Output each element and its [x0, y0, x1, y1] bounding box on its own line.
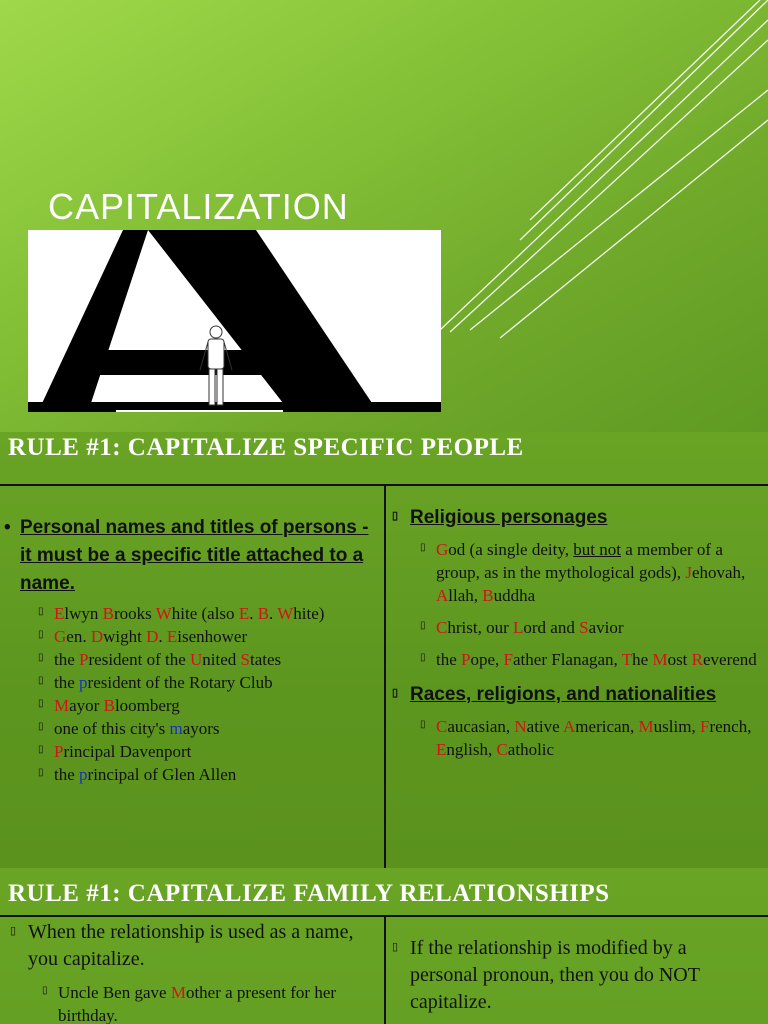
slide-heading: RULE #1: CAPITALIZE SPECIFIC PEOPLE — [8, 434, 524, 461]
list-item: ▯ Elwyn Brooks White (also E. B. White) — [54, 602, 378, 625]
rule-specific-people-slide — [0, 432, 768, 868]
list-item: ▯ the Pope, Father Flanagan, The Most Reverend — [436, 648, 764, 671]
list-item: ▯ the principal of Glen Allen — [54, 763, 378, 786]
rule-family-relationships-slide — [0, 868, 768, 1024]
list-item: ▯ Christ, our Lord and Savior — [436, 616, 764, 639]
list-item: ▯ Gen. Dwight D. Eisenhower — [54, 625, 378, 648]
example-list — [14, 981, 374, 1024]
list-item: ▯ God (a single deity, but not a member of a group, as in the mythological gods), Jehovah, Allah, Buddha — [436, 538, 764, 607]
column-divider — [384, 917, 386, 1024]
title-slide — [0, 0, 768, 432]
right-column — [396, 935, 756, 1016]
right-column — [394, 504, 764, 761]
list-item: ▯ Principal Davenport — [54, 740, 378, 763]
list-item: ▯ the President of the United States — [54, 648, 378, 671]
personal-names-heading: • Personal names and titles of persons - it must be a specific title attached to a name. — [4, 514, 378, 598]
personal-names-list — [8, 602, 378, 786]
left-column — [14, 919, 374, 1024]
list-item: ▯ the president of the Rotary Club — [54, 671, 378, 694]
religious-personages-list — [394, 538, 764, 671]
list-item: ▯ Mayor Bloomberg — [54, 694, 378, 717]
list-item: ▯ Caucasian, Native American, Muslim, French, English, Catholic — [436, 715, 764, 761]
capitalize-rule-text: ▯ When the relationship is used as a name, you capitalize. — [14, 919, 374, 973]
letter-a-illustration — [28, 230, 441, 412]
left-column — [8, 514, 378, 786]
column-divider — [384, 485, 386, 868]
races-religions-heading: ▯ Races, religions, and nationalities — [394, 681, 764, 709]
do-not-capitalize-rule-text: ▯ If the relationship is modified by a personal pronoun, then you do NOT capitalize. — [396, 935, 756, 1016]
races-religions-list — [394, 715, 764, 761]
religious-personages-heading: ▯ Religious personages — [394, 504, 764, 532]
slide-heading: RULE #1: CAPITALIZE FAMILY RELATIONSHIPS — [8, 880, 610, 907]
list-item: ▯ Uncle Ben gave Mother a present for her birthday. — [58, 981, 374, 1024]
list-item: ▯ one of this city's mayors — [54, 717, 378, 740]
slide-title: CAPITALIZATION — [48, 186, 349, 227]
